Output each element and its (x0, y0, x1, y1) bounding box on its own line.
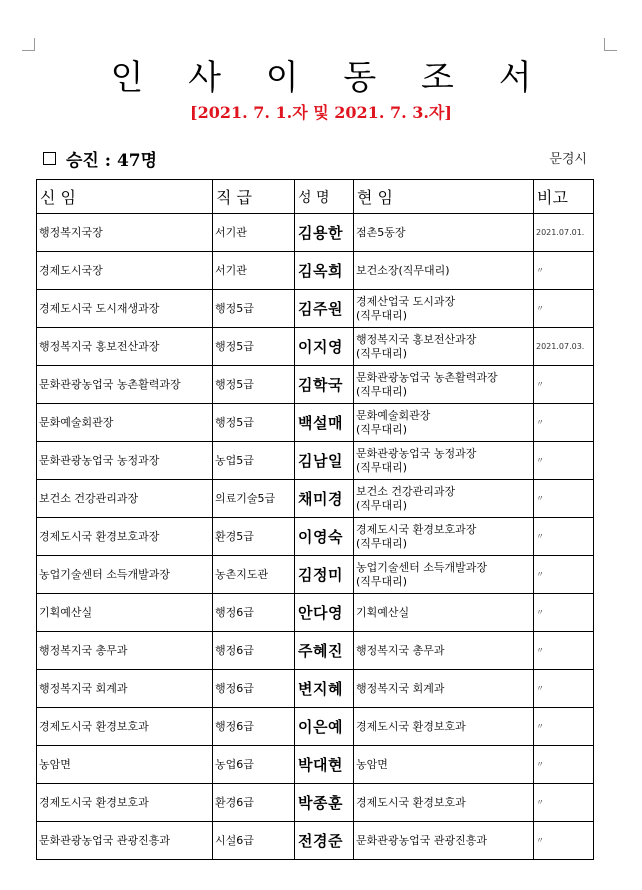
department-name: 문경시 (549, 152, 587, 167)
personnel-table (36, 179, 594, 860)
cell-current-position: 경제도시국 환경보호과 (354, 708, 534, 746)
cell-new-position: 경제도시국장 (37, 252, 213, 290)
cell-note: 〃 (534, 784, 594, 822)
cell-current-position: 문화관광농업국 농정과장 (직무대리) (354, 442, 534, 480)
table-body (37, 214, 594, 860)
table-row (37, 290, 594, 328)
cell-new-position: 기획예산실 (37, 594, 213, 632)
cell-note: 〃 (534, 290, 594, 328)
table-row (37, 214, 594, 252)
cell-grade: 서기관 (213, 252, 295, 290)
cell-current-position: 경제산업국 도시과장 (직무대리) (354, 290, 534, 328)
cell-grade: 행정5급 (213, 404, 295, 442)
header-name: 성 명 (295, 180, 354, 214)
cell-new-position: 문화관광농업국 농촌활력과장 (37, 366, 213, 404)
cell-grade: 농업5급 (213, 442, 295, 480)
cell-grade: 행정6급 (213, 708, 295, 746)
cell-new-position: 경제도시국 도시재생과장 (37, 290, 213, 328)
cell-current-position: 문화예술회관장 (직무대리) (354, 404, 534, 442)
cell-grade: 시설6급 (213, 822, 295, 860)
table-row (37, 670, 594, 708)
cell-note: 〃 (534, 366, 594, 404)
header-current-position: 현 임 (354, 180, 534, 214)
cell-note: 〃 (534, 632, 594, 670)
cell-grade: 환경5급 (213, 518, 295, 556)
document-title: 인 사 이 동 조 서 (110, 58, 549, 98)
cell-name: 변지혜 (295, 670, 354, 708)
table-row (37, 480, 594, 518)
table-row (37, 328, 594, 366)
cell-note: 〃 (534, 670, 594, 708)
cell-name: 이영숙 (295, 518, 354, 556)
cell-new-position: 농업기술센터 소득개발과장 (37, 556, 213, 594)
cell-grade: 행정5급 (213, 290, 295, 328)
cell-current-position: 기획예산실 (354, 594, 534, 632)
cell-new-position: 행정복지국장 (37, 214, 213, 252)
cell-name: 채미경 (295, 480, 354, 518)
cell-current-position: 행정복지국 회계과 (354, 670, 534, 708)
cell-name: 박종훈 (295, 784, 354, 822)
cell-note: 〃 (534, 252, 594, 290)
cell-note: 〃 (534, 594, 594, 632)
cell-new-position: 농암면 (37, 746, 213, 784)
cell-new-position: 경제도시국 환경보호과 (37, 784, 213, 822)
section-heading (43, 146, 157, 171)
table-row (37, 404, 594, 442)
cell-name: 김용한 (295, 214, 354, 252)
cell-grade: 농촌지도관 (213, 556, 295, 594)
table-row (37, 746, 594, 784)
cell-name: 주혜진 (295, 632, 354, 670)
table-row (37, 594, 594, 632)
cell-note: 2021.07.01. (534, 214, 594, 252)
table-header-row (37, 180, 594, 214)
cell-new-position: 경제도시국 환경보호과 (37, 708, 213, 746)
table-row (37, 556, 594, 594)
cell-grade: 행정6급 (213, 632, 295, 670)
cell-note: 〃 (534, 404, 594, 442)
document-date-range: [2021. 7. 1.자 및 2021. 7. 3.자] (190, 103, 452, 122)
cell-current-position: 행정복지국 홍보전산과장 (직무대리) (354, 328, 534, 366)
cell-current-position: 보건소 건강관리과장 (직무대리) (354, 480, 534, 518)
cell-name: 김정미 (295, 556, 354, 594)
crop-mark-top-left (22, 38, 35, 51)
cell-grade: 환경6급 (213, 784, 295, 822)
cell-name: 김학국 (295, 366, 354, 404)
cell-current-position: 행정복지국 총무과 (354, 632, 534, 670)
cell-note: 〃 (534, 708, 594, 746)
cell-current-position: 경제도시국 환경보호과 (354, 784, 534, 822)
cell-new-position: 문화관광농업국 관광진흥과 (37, 822, 213, 860)
cell-current-position: 문화관광농업국 관광진흥과 (354, 822, 534, 860)
cell-name: 전경준 (295, 822, 354, 860)
table-row (37, 784, 594, 822)
cell-new-position: 행정복지국 홍보전산과장 (37, 328, 213, 366)
cell-new-position: 행정복지국 회계과 (37, 670, 213, 708)
table-row (37, 252, 594, 290)
cell-name: 이은예 (295, 708, 354, 746)
header-new-position: 신 임 (37, 180, 213, 214)
crop-mark-top-right (604, 38, 617, 51)
table-row (37, 708, 594, 746)
cell-current-position: 보건소장(직무대리) (354, 252, 534, 290)
cell-new-position: 행정복지국 총무과 (37, 632, 213, 670)
cell-note: 〃 (534, 746, 594, 784)
table-row (37, 518, 594, 556)
cell-name: 이지영 (295, 328, 354, 366)
cell-grade: 행정6급 (213, 594, 295, 632)
cell-name: 김주원 (295, 290, 354, 328)
cell-new-position: 보건소 건강관리과장 (37, 480, 213, 518)
table-row (37, 632, 594, 670)
cell-name: 박대현 (295, 746, 354, 784)
cell-name: 김옥희 (295, 252, 354, 290)
table-row (37, 442, 594, 480)
checkbox-square-icon (43, 152, 56, 165)
cell-note: 〃 (534, 518, 594, 556)
cell-new-position: 경제도시국 환경보호과장 (37, 518, 213, 556)
header-grade: 직 급 (213, 180, 295, 214)
cell-note: 2021.07.03. (534, 328, 594, 366)
cell-grade: 행정5급 (213, 328, 295, 366)
cell-current-position: 점촌5동장 (354, 214, 534, 252)
cell-name: 안다영 (295, 594, 354, 632)
cell-grade: 서기관 (213, 214, 295, 252)
cell-note: 〃 (534, 556, 594, 594)
cell-current-position: 경제도시국 환경보호과장 (직무대리) (354, 518, 534, 556)
section-heading-text: 승진 : 47명 (66, 151, 158, 171)
cell-grade: 의료기술5급 (213, 480, 295, 518)
cell-name: 김남일 (295, 442, 354, 480)
table-row (37, 822, 594, 860)
cell-grade: 행정5급 (213, 366, 295, 404)
cell-current-position: 문화관광농업국 농촌활력과장 (직무대리) (354, 366, 534, 404)
cell-note: 〃 (534, 822, 594, 860)
cell-note: 〃 (534, 480, 594, 518)
cell-current-position: 농업기술센터 소득개발과장 (직무대리) (354, 556, 534, 594)
header-note: 비고 (534, 180, 594, 214)
cell-grade: 행정6급 (213, 670, 295, 708)
table-row (37, 366, 594, 404)
cell-current-position: 농암면 (354, 746, 534, 784)
cell-new-position: 문화예술회관장 (37, 404, 213, 442)
cell-note: 〃 (534, 442, 594, 480)
cell-grade: 농업6급 (213, 746, 295, 784)
cell-name: 백설매 (295, 404, 354, 442)
cell-new-position: 문화관광농업국 농정과장 (37, 442, 213, 480)
